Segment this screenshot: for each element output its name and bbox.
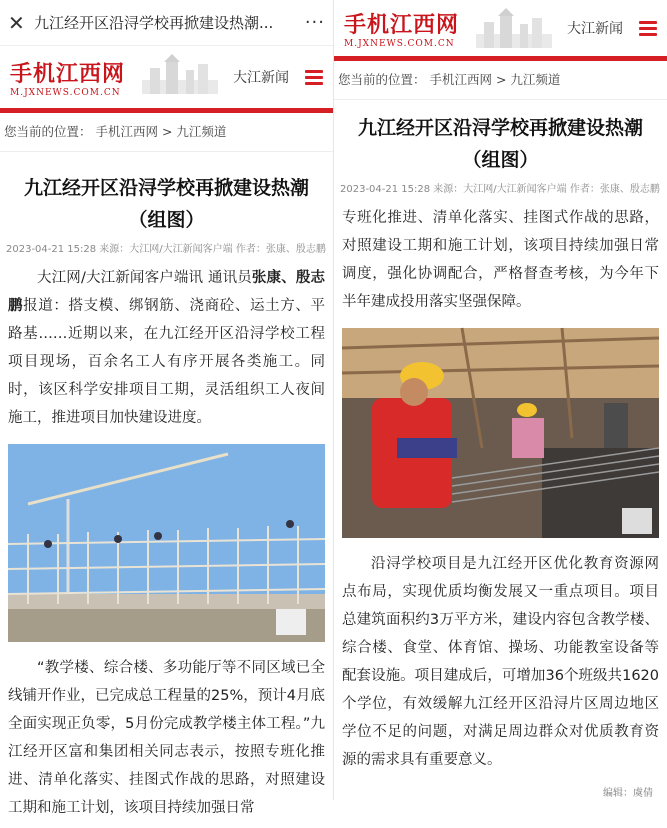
close-icon[interactable]: ✕ bbox=[8, 10, 25, 35]
logo-text-en: M.JXNEWS.COM.CN bbox=[344, 38, 455, 49]
construction-photo-scaffold[interactable] bbox=[8, 444, 325, 642]
hamburger-menu-icon[interactable] bbox=[305, 70, 323, 84]
article-meta: 2023-04-21 15:28 来源：大江网/大江新闻客户端 作者：张康、殷志鹏 bbox=[6, 244, 326, 255]
logo-text-en: M.JXNEWS.COM.CN bbox=[10, 87, 121, 98]
breadcrumb: 您当前的位置： 手机江西网 > 九江频道 bbox=[334, 61, 667, 100]
editor-credit: 编辑：虞倩 bbox=[603, 788, 653, 799]
right-screenshot bbox=[333, 0, 667, 800]
brand-label[interactable]: 大江新闻 bbox=[233, 70, 289, 86]
breadcrumb: 您当前的位置： 手机江西网 > 九江频道 bbox=[0, 113, 333, 152]
browser-topbar bbox=[0, 0, 333, 46]
logo-text-cn: 手机江西网 bbox=[10, 60, 126, 87]
article-paragraph-2: “教学楼、综合楼、多功能厅等不同区域已全线铺开作业，已完成总工程量的25%，预计4月底全面实现正负零，5月份完成教学楼主体工程。”九江经开区富和集团相关同志表示，按照专班化推进、清单化落实、挂图式作战的思路，对照建设工期和施工计划，该项目持续加强日常 bbox=[8, 660, 325, 816]
construction-photo-workers[interactable] bbox=[342, 328, 659, 538]
article-paragraph-2: 沿浔学校项目是九江经开区优化教育资源网点布局，实现优质均衡发展又一重点项目。项目总建筑面积约3万平方米，建设内容包含教学楼、综合楼、食堂、体育馆、操场、功能教室设备等配套设施。项目建成后，可增加36个班级共1620个学位，有效缓解九江经开区沿浔片区周边地区学位不足的问题，对满足周边群众对优质教育资源的需求具有重要意义。 bbox=[342, 556, 659, 768]
browser-title: 九江经开区沿浔学校再掀建设热潮... bbox=[34, 14, 274, 32]
skyline-decoration bbox=[474, 6, 554, 50]
more-icon[interactable]: ··· bbox=[304, 12, 325, 33]
left-screenshot bbox=[0, 0, 333, 816]
article-title: 九江经开区沿浔学校再掀建设热潮（组图） bbox=[23, 177, 309, 231]
site-logo[interactable] bbox=[334, 8, 459, 49]
brand-label[interactable]: 大江新闻 bbox=[567, 21, 623, 37]
site-header bbox=[334, 0, 667, 61]
article-title: 九江经开区沿浔学校再掀建设热潮（组图） bbox=[357, 117, 643, 171]
skyline-decoration bbox=[140, 52, 220, 96]
site-logo[interactable] bbox=[0, 57, 125, 98]
article-paragraph: 专班化推进、清单化落实、挂图式作战的思路，对照建设工期和施工计划，该项目持续加强日常调度，强化协调配合，严格督查考核，为今年下半年建成投用落实坚强保障。 bbox=[342, 210, 659, 310]
site-header bbox=[0, 46, 333, 113]
hamburger-menu-icon[interactable] bbox=[639, 21, 657, 35]
intro-body: 报道：搭支模、绑钢筋、浇商砼、运土方、平路基……近期以来，在九江经开区沿浔学校工程项目现场，百余名工人有序开展各类施工。同时，该区科学安排项目工期，灵活组织工人夜间施工，推进项目加快建设进度。 bbox=[8, 298, 325, 426]
intro-authors: 张康、殷志鹏 bbox=[8, 270, 326, 314]
article-meta: 2023-04-21 15:28 来源：大江网/大江新闻客户端 作者：张康、殷志鹏 bbox=[340, 184, 660, 195]
intro-prefix: 大江网/大江新闻客户端讯 通讯员 bbox=[37, 270, 252, 286]
article-paragraph bbox=[0, 258, 333, 438]
logo-text-cn: 手机江西网 bbox=[344, 11, 460, 38]
